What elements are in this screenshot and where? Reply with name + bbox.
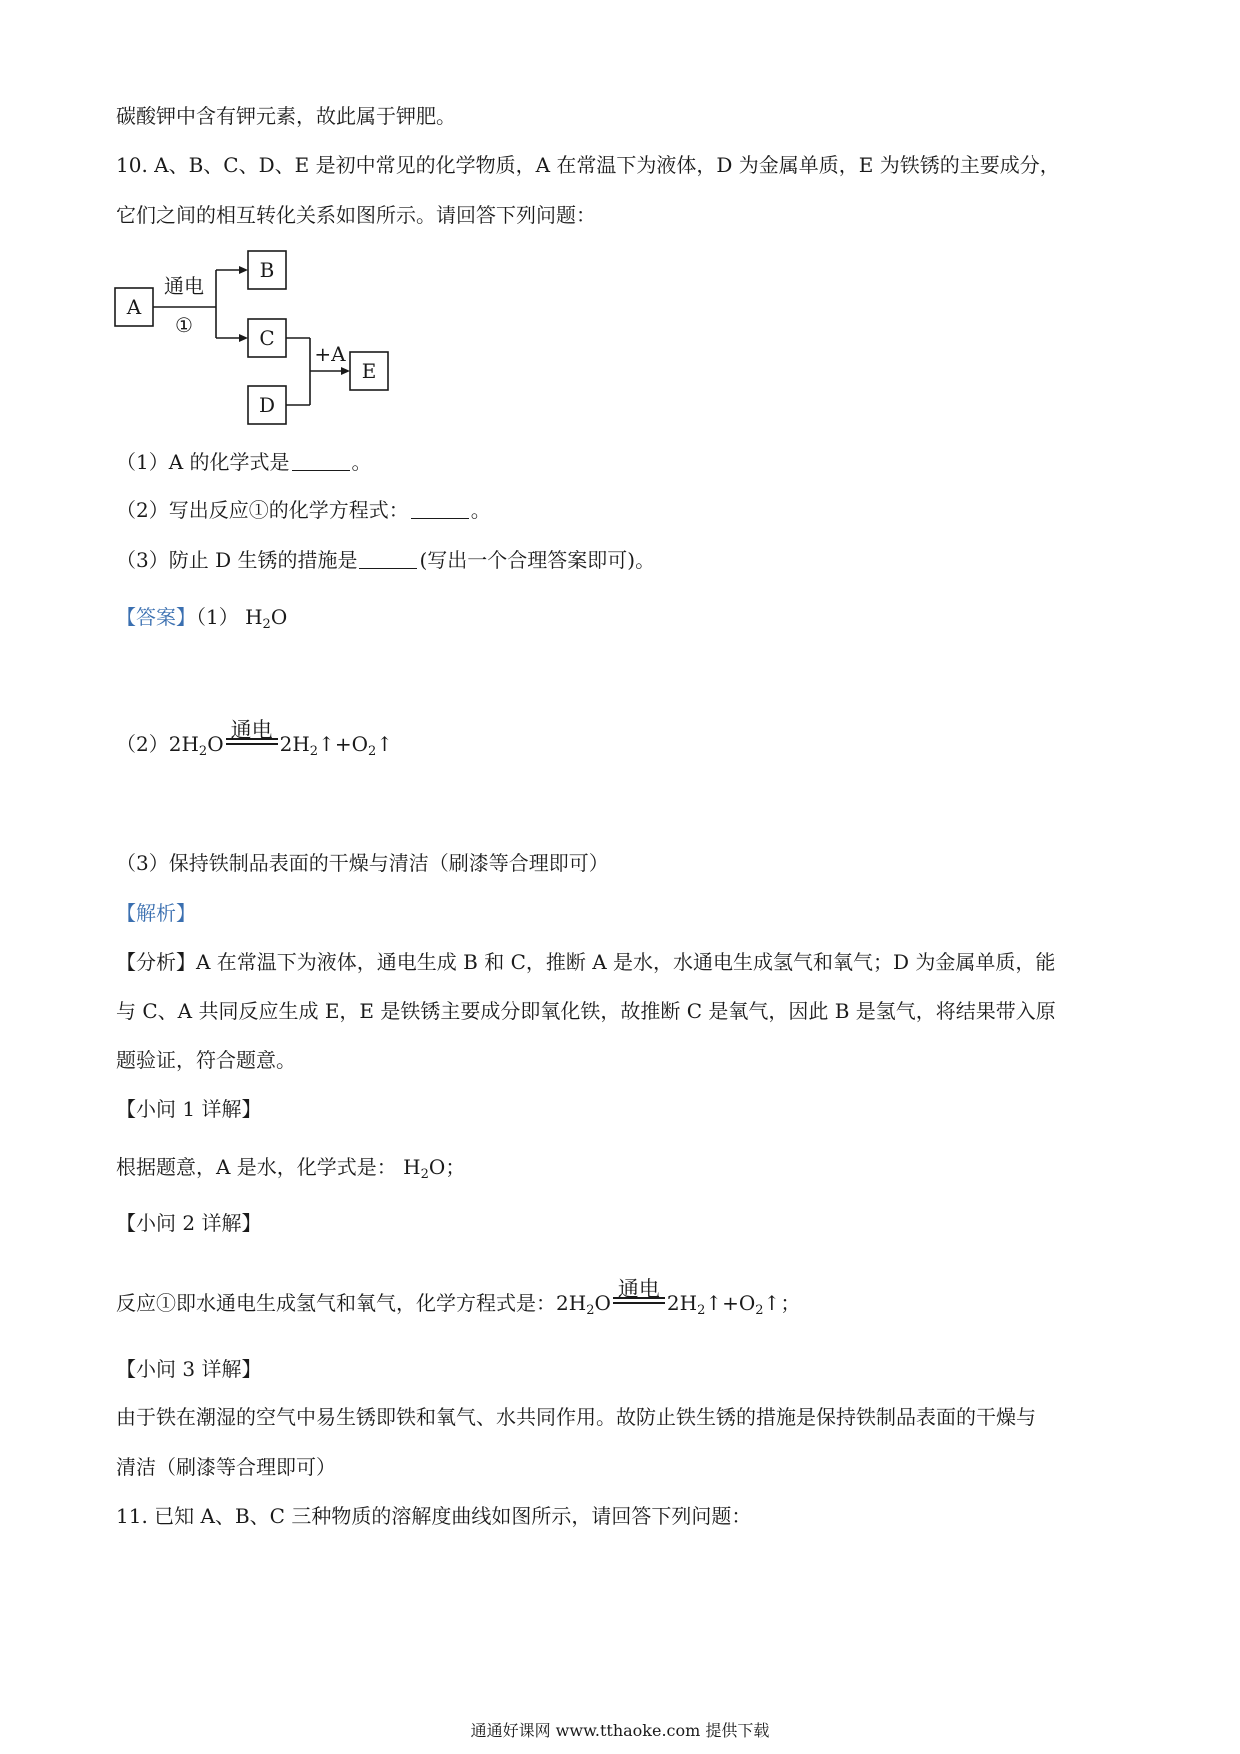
analysis-line-2: 与 C、A 共同反应生成 E，E 是铁锈主要成分即氧化铁，故推断 C 是氧气，因此 B 是氢气，将结果带入原 [116, 999, 1056, 1023]
q11-stem: 11. 已知 A、B、C 三种物质的溶解度曲线如图所示，请回答下列问题： [116, 1504, 752, 1528]
node-d-label: D [258, 393, 276, 417]
condition-label: 通电 [164, 274, 204, 298]
answer-2-equation: $(2)2H_2O$ 通电 $2H_2↑+O_2↑$ [116, 718, 394, 759]
answer-tag: 【答案】 [116, 605, 196, 629]
previous-answer-line: 碳酸钾中含有钾元素，故此属于钾肥。 [116, 104, 456, 128]
answer-blank-2 [411, 498, 469, 519]
answer-1-line: 【答案】（1） $H_2O$ [116, 605, 288, 632]
q10-sub2: （2）写出反应①的化学方程式： 。 [116, 498, 491, 522]
answer-blank-1 [292, 450, 350, 471]
node-c-label: C [259, 326, 275, 350]
analysis-line-3: 题验证，符合题意。 [116, 1048, 296, 1072]
detail-3-tag: 【小问 3 详解】 [116, 1357, 262, 1381]
answer-blank-3 [359, 548, 417, 569]
detail-3-line-1: 由于铁在潮湿的空气中易生锈即铁和氧气、水共同作用。故防止铁生锈的措施是保持铁制品表面的干燥与 [116, 1405, 1036, 1429]
q10-stem-line-2: 它们之间的相互转化关系如图所示。请回答下列问题： [116, 203, 596, 227]
detail-2-text: 反应①即水通电生成氢气和氧气，化学方程式是：$2H_2O$ 通电 $2H_2↑+O_2↑$； [116, 1277, 801, 1318]
analysis-tag: 【解析】 [116, 901, 196, 925]
reaction-condition: 通电 [226, 744, 278, 751]
answer-3-line: （3）保持铁制品表面的干燥与清洁（刷漆等合理即可） [116, 851, 609, 875]
plus-a-label: +A [314, 342, 346, 366]
reaction-number-label: ① [175, 313, 193, 337]
q10-stem-line-1: 10. A、B、C、D、E 是初中常见的化学物质，A 在常温下为液体，D 为金属单质，E 为铁锈的主要成分， [116, 153, 1060, 177]
q10-sub3: （3）防止 D 生锈的措施是 (写出一个合理答案即可)。 [116, 548, 656, 572]
q10-sub1: （1）A 的化学式是 。 [116, 450, 372, 474]
detail-1-text: 根据题意，A 是水，化学式是： $H_2O$； [116, 1155, 466, 1182]
detail-2-tag: 【小问 2 详解】 [116, 1211, 262, 1235]
node-e-label: E [361, 359, 377, 383]
reaction-condition-2: 通电 [613, 1303, 665, 1310]
node-a-label: A [126, 295, 142, 319]
page-footer: 通通好课网 www.tthaoke.com 提供下载 [470, 1721, 770, 1740]
analysis-line-1: 【分析】A 在常温下为液体，通电生成 B 和 C，推断 A 是水，水通电生成氢气和氧气；D 为金属单质，能 [116, 950, 1056, 974]
detail-1-tag: 【小问 1 详解】 [116, 1097, 262, 1121]
node-b-label: B [259, 258, 275, 282]
detail-3-line-2: 清洁（刷漆等合理即可） [116, 1455, 336, 1479]
reaction-flow-diagram [112, 248, 412, 438]
